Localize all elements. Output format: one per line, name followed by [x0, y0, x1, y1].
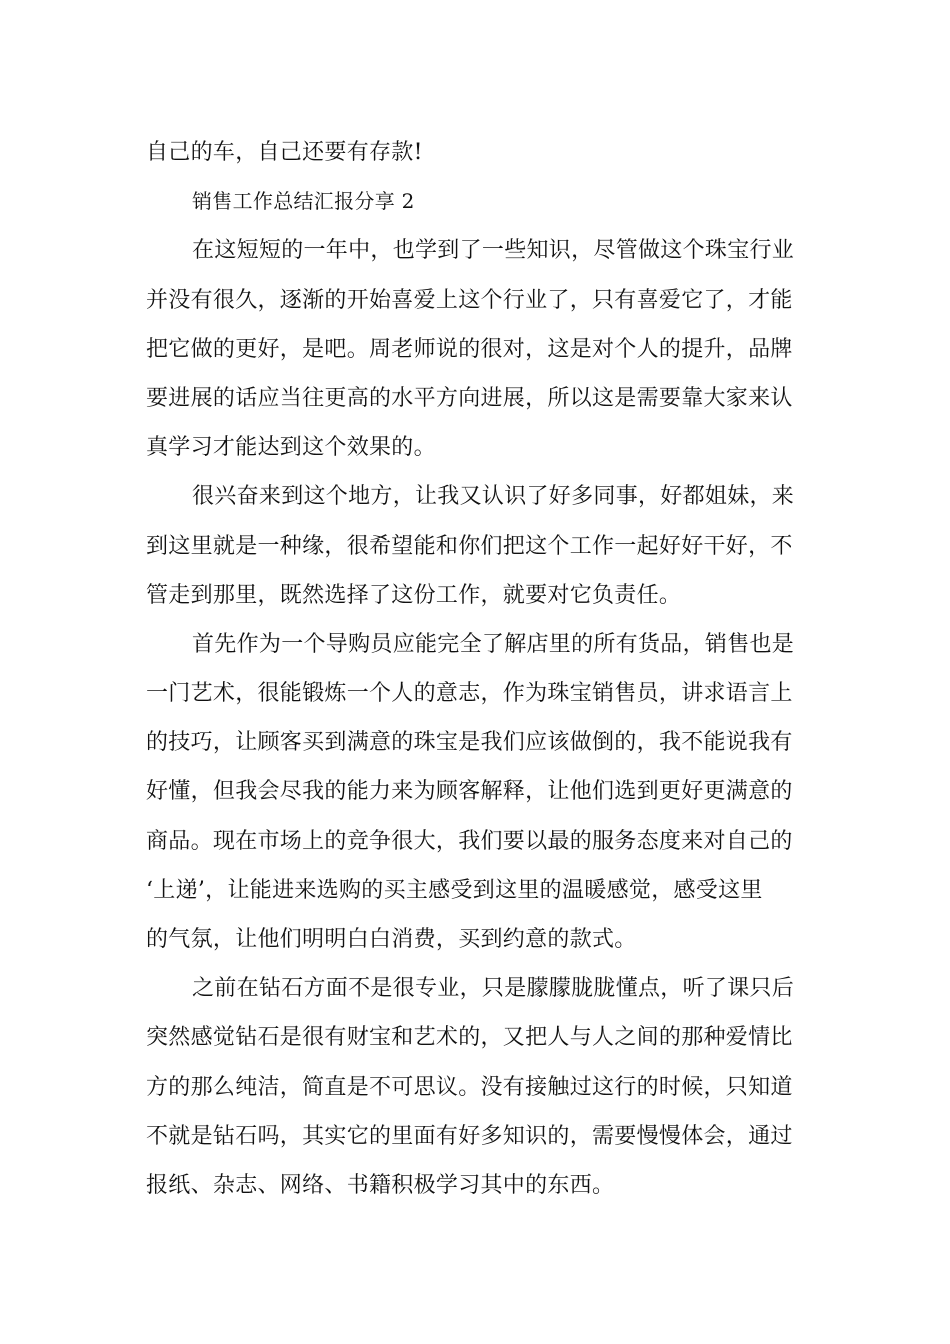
paragraph-4	[146, 964, 806, 1210]
paragraph-line: 把它做的更好，是吧。周老师说的很对，这是对个人的提升，品牌	[146, 336, 793, 362]
paragraph-line: 在这短短的一年中，也学到了一些知识，尽管做这个珠宝行业	[192, 238, 795, 264]
paragraph-line: 的技巧，让顾客买到满意的珠宝是我们应该做倒的，我不能说我有	[146, 730, 793, 756]
paragraph-1	[146, 226, 806, 472]
paragraph-line: 的气氛，让他们明明白白消费，买到约意的款式。	[146, 927, 637, 952]
paragraph-line: 商品。现在市场上的竞争很大，我们要以最的服务态度来对自己的	[146, 828, 793, 854]
paragraph-3	[146, 620, 806, 964]
paragraph-line: 并没有很久，逐渐的开始喜爱上这个行业了，只有喜爱它了，才能	[146, 287, 793, 313]
paragraph-line: 好懂，但我会尽我的能力来为顾客解释，让他们选到更好更满意的	[146, 779, 793, 805]
paragraph-line: 报纸、杂志、网络、书籍积极学习其中的东西。	[146, 1172, 615, 1198]
paragraph-line: 到这里就是一种缘，很希望能和你们把这个工作一起好好干好，不	[146, 533, 793, 559]
paragraph-line: 管走到那里，既然选择了这份工作，就要对它负责任。	[146, 582, 682, 608]
intro-line: 自己的车，自己还要有存款!	[146, 140, 423, 165]
paragraph-line: 首先作为一个导购员应能完全了解店里的所有货品，销售也是	[192, 631, 795, 657]
paragraph-line: 不就是钻石吗，其实它的里面有好多知识的，需要慢慢体会，通过	[146, 1123, 793, 1149]
paragraph-line: ‘上递’，让能进来选购的买主感受到这里的温暖感觉，感受这里	[146, 877, 763, 903]
paragraph-line: 突然感觉钻石是很有财宝和艺术的，又把人与人之间的那种爱情比	[146, 1025, 793, 1051]
paragraph-line: 之前在钻石方面不是很专业，只是朦朦胧胧懂点，听了课只后	[192, 976, 795, 1002]
paragraph-line: 很兴奋来到这个地方，让我又认识了好多同事，好都姐妹，来	[192, 484, 795, 510]
paragraph-2	[146, 472, 806, 620]
section-title: 销售工作总结汇报分享 2	[192, 189, 415, 214]
paragraph-line: 一门艺术，很能锻炼一个人的意志，作为珠宝销售员，讲求语言上	[146, 681, 793, 707]
paragraph-line: 真学习才能达到这个效果的。	[146, 435, 436, 461]
paragraph-line: 方的那么纯洁，简直是不可思议。没有接触过这行的时候，只知道	[146, 1074, 793, 1100]
document-page	[146, 128, 806, 1210]
paragraph-line: 要进展的话应当往更高的水平方向进展，所以这是需要靠大家来认	[146, 385, 793, 411]
